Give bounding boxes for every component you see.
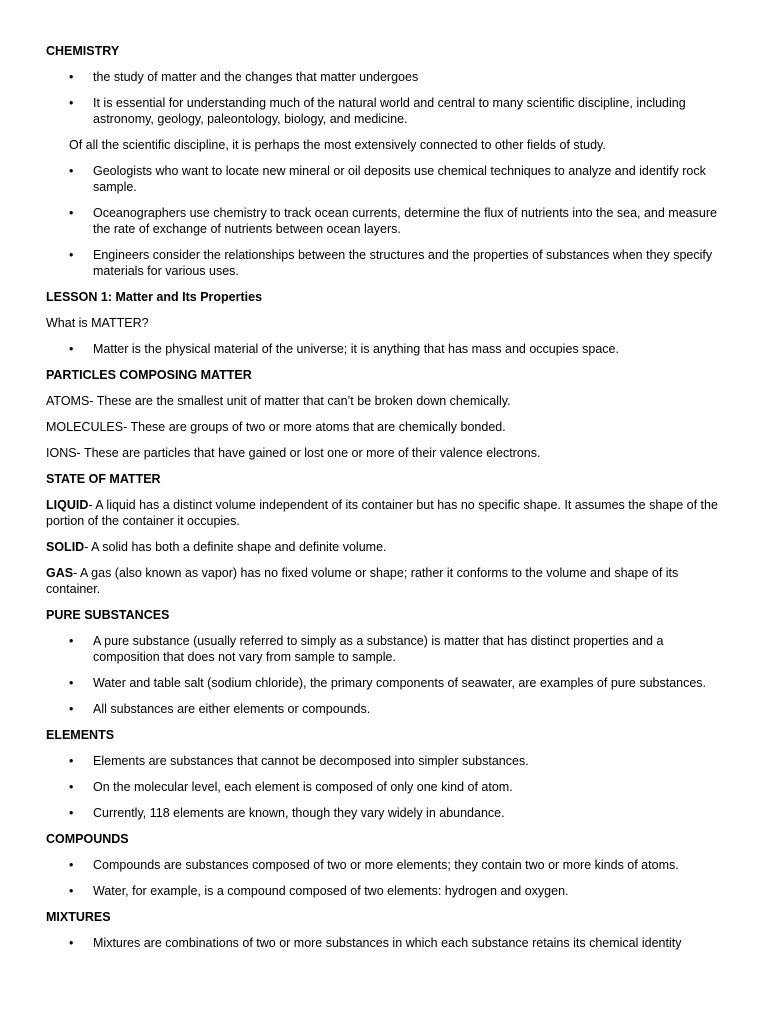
list-item: • All substances are either elements or compounds. (69, 702, 371, 716)
list-item: • Water and table salt (sodium chloride), the primary components of seawater, are examples of pure substances. (69, 676, 707, 690)
list-item: • Matter is the physical material of the universe; it is anything that has mass and occupies space. (69, 342, 619, 356)
chemistry-list (46, 69, 726, 127)
list-item: • Oceanographers use chemistry to track ocean currents, determine the flux of nutrients into the sea, and measure the rate of exchange of nutrients between ocean layers. (69, 206, 717, 236)
bullet-icon: • (69, 206, 74, 220)
bullet-icon: • (69, 342, 74, 356)
list-item: • Engineers consider the relationships between the structures and the properties of substances when they specify materials for various uses. (69, 248, 713, 278)
term-solid: SOLID (46, 540, 85, 554)
list-item: • On the molecular level, each element is composed of only one kind of atom. (69, 780, 513, 794)
bullet-icon: • (69, 634, 74, 648)
list-item: • Elements are substances that cannot be decomposed into simpler substances. (69, 754, 529, 768)
term-gas: GAS (46, 566, 74, 580)
heading-pure-substances: PURE SUBSTANCES (46, 608, 170, 622)
list-item: • Currently, 118 elements are known, though they vary widely in abundance. (69, 806, 505, 820)
particles-ions: IONS- These are particles that have gained or lost one or more of their valence electrons. (46, 446, 541, 460)
state-solid: SOLID- A solid has both a definite shape and definite volume. (46, 540, 387, 554)
mixtures-list (46, 935, 726, 951)
bullet-icon: • (69, 702, 74, 716)
document-page (46, 43, 726, 961)
bullet-icon: • (69, 858, 74, 872)
bullet-icon: • (69, 70, 74, 84)
elements-list (46, 753, 726, 821)
list-item: • the study of matter and the changes that matter undergoes (69, 70, 419, 84)
heading-elements: ELEMENTS (46, 728, 115, 742)
heading-particles: PARTICLES COMPOSING MATTER (46, 368, 252, 382)
fields-list (46, 163, 726, 279)
chemistry-intro: Of all the scientific discipline, it is perhaps the most extensively connected to other fields of study. (69, 138, 606, 152)
list-item: • Mixtures are combinations of two or more substances in which each substance retains its chemical identity (69, 936, 682, 950)
list-item: • It is essential for understanding much of the natural world and central to many scientific discipline, including astronomy, geology, paleontology, biology, and medicine. (69, 96, 686, 126)
state-gas: GAS- A gas (also known as vapor) has no fixed volume or shape; rather it conforms to the volume and shape of its container. (46, 566, 679, 596)
bullet-icon: • (69, 936, 74, 950)
pure-list (46, 633, 726, 717)
heading-states: STATE OF MATTER (46, 472, 161, 486)
list-item: • A pure substance (usually referred to simply as a substance) is matter that has distinct properties and a composition that does not vary from sample to sample. (69, 634, 664, 664)
heading-lesson: LESSON 1: Matter and Its Properties (46, 290, 263, 304)
list-item: • Water, for example, is a compound composed of two elements: hydrogen and oxygen. (69, 884, 569, 898)
bullet-icon: • (69, 754, 74, 768)
list-item: • Geologists who want to locate new mineral or oil deposits use chemical techniques to analyze and identify rock sample. (69, 164, 706, 194)
bullet-icon: • (69, 676, 74, 690)
state-liquid: LIQUID- A liquid has a distinct volume independent of its container but has no specific shape. It assumes the shape of the portion of the container it occupies. (46, 498, 718, 528)
bullet-icon: • (69, 248, 74, 262)
term-liquid: LIQUID (46, 498, 89, 512)
compounds-list (46, 857, 726, 899)
heading-chemistry: CHEMISTRY (46, 44, 120, 58)
list-item: • Compounds are substances composed of two or more elements; they contain two or more kinds of atoms. (69, 858, 679, 872)
bullet-icon: • (69, 780, 74, 794)
heading-compounds: COMPOUNDS (46, 832, 129, 846)
particles-atoms: ATOMS- These are the smallest unit of matter that can’t be broken down chemically. (46, 394, 511, 408)
bullet-icon: • (69, 96, 74, 110)
heading-mixtures: MIXTURES (46, 910, 111, 924)
bullet-icon: • (69, 164, 74, 178)
particles-molecules: MOLECULES- These are groups of two or more atoms that are chemically bonded. (46, 420, 506, 434)
lesson-list (46, 341, 726, 357)
bullet-icon: • (69, 884, 74, 898)
bullet-icon: • (69, 806, 74, 820)
lesson-question: What is MATTER? (46, 316, 149, 330)
